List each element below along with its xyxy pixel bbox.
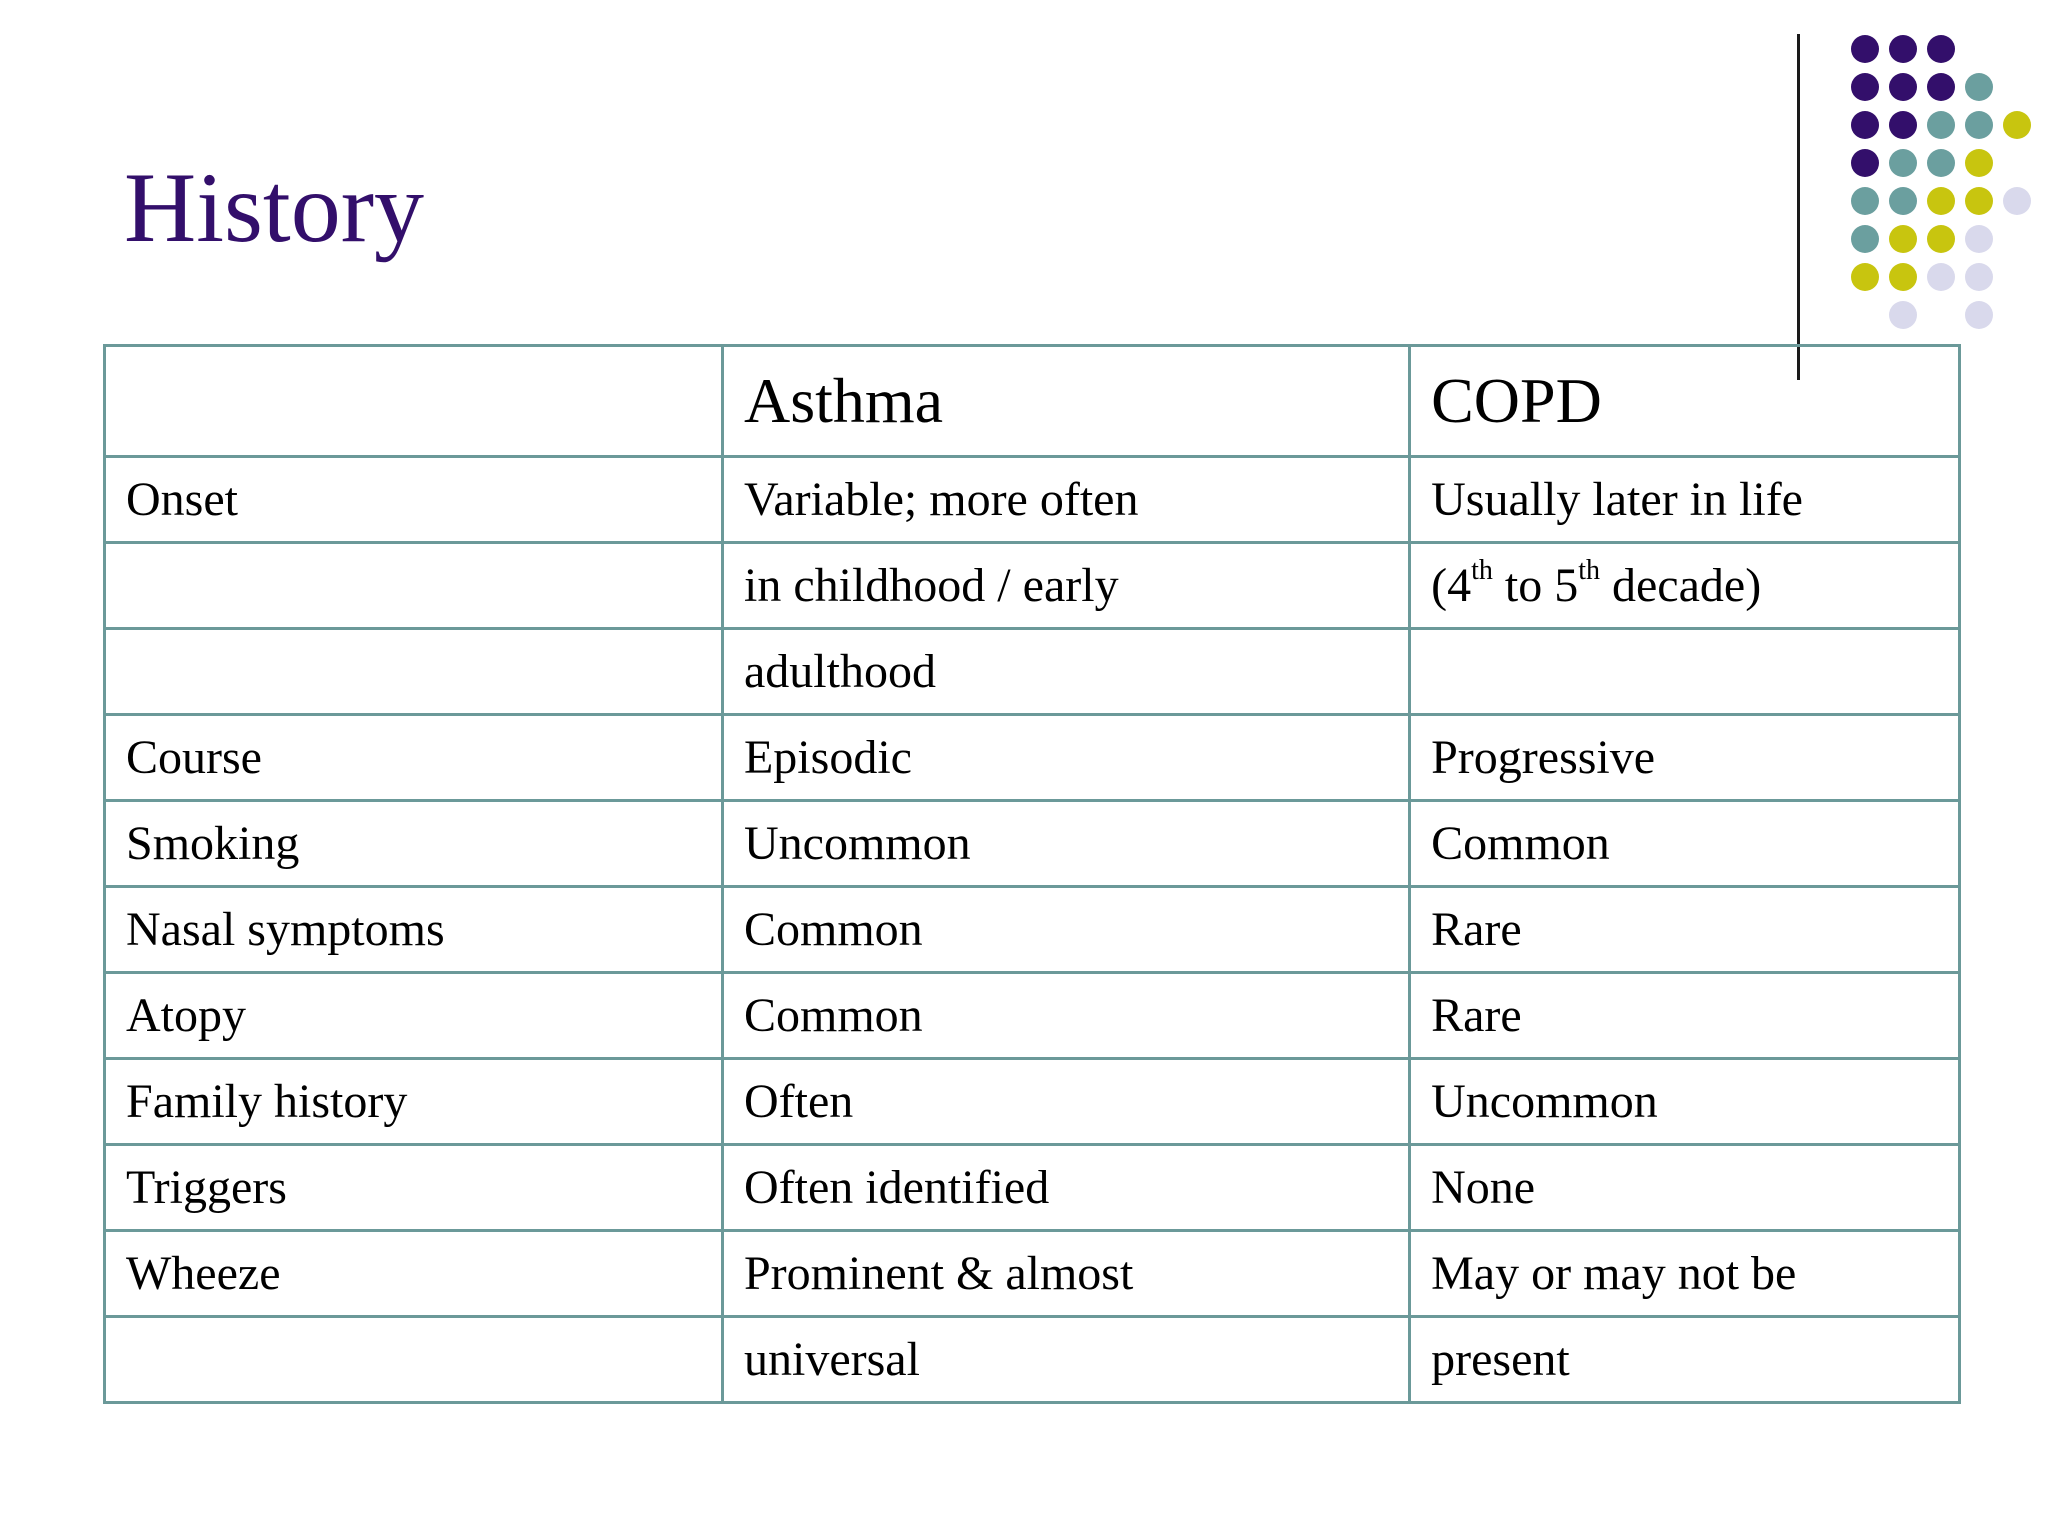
decorative-dot-yellow [2003, 111, 2031, 139]
asthma-cell: in childhood / early [722, 543, 1409, 629]
copd-cell: present [1410, 1317, 1960, 1403]
copd-cell: Uncommon [1410, 1059, 1960, 1145]
header-cell-asthma: Asthma [722, 346, 1409, 457]
asthma-cell: Often [722, 1059, 1409, 1145]
table-row-family-history [105, 1059, 1960, 1145]
decorative-dot-teal [1889, 149, 1917, 177]
decorative-dot-lavender [2003, 187, 2031, 215]
table-row-triggers [105, 1145, 1960, 1231]
decorative-dot-purple [1889, 111, 1917, 139]
decorative-dot-purple [1851, 35, 1879, 63]
decorative-dot-yellow [1965, 187, 1993, 215]
row-label: Family history [105, 1059, 723, 1145]
decorative-dot-lavender [1965, 263, 1993, 291]
copd-text-suffix: decade) [1599, 558, 1762, 612]
decorative-dot-teal [1927, 149, 1955, 177]
ordinal-suffix: th [1471, 554, 1493, 586]
copd-cell [1410, 543, 1960, 629]
table-row-wheeze-cont [105, 1317, 1960, 1403]
table-row-smoking [105, 801, 1960, 887]
table-row-course [105, 715, 1960, 801]
copd-cell: Rare [1410, 887, 1960, 973]
copd-cell: May or may not be [1410, 1231, 1960, 1317]
copd-text-middle: to 5 [1492, 558, 1579, 612]
decorative-dot-yellow [1889, 225, 1917, 253]
asthma-cell: Prominent & almost [722, 1231, 1409, 1317]
decorative-dot-teal [1927, 111, 1955, 139]
asthma-cell: Uncommon [722, 801, 1409, 887]
row-label: Onset [105, 457, 723, 543]
table-row-nasal-symptoms [105, 887, 1960, 973]
decorative-dot-lavender [1965, 301, 1993, 329]
row-label: Triggers [105, 1145, 723, 1231]
row-label [105, 629, 723, 715]
decorative-dot-lavender [1965, 225, 1993, 253]
asthma-cell: adulthood [722, 629, 1409, 715]
copd-cell: Rare [1410, 973, 1960, 1059]
asthma-cell: Variable; more often [722, 457, 1409, 543]
decorative-dot-purple [1889, 73, 1917, 101]
header-cell-copd: COPD [1410, 346, 1960, 457]
row-label: Nasal symptoms [105, 887, 723, 973]
decorative-dot-purple [1927, 73, 1955, 101]
history-comparison-table [103, 344, 1961, 1404]
decorative-dot-purple [1927, 35, 1955, 63]
decorative-dot-purple [1851, 111, 1879, 139]
copd-text-prefix: (4 [1431, 558, 1472, 612]
asthma-cell: Episodic [722, 715, 1409, 801]
decorative-dot-yellow [1851, 263, 1879, 291]
decorative-dot-purple [1851, 149, 1879, 177]
decorative-dot-purple [1851, 73, 1879, 101]
table-row-onset-cont-2 [105, 629, 1960, 715]
decorative-dot-purple [1889, 35, 1917, 63]
vertical-divider-line [1797, 34, 1800, 380]
copd-cell: Progressive [1410, 715, 1960, 801]
table-row-atopy [105, 973, 1960, 1059]
row-label: Smoking [105, 801, 723, 887]
decorative-dot-lavender [1889, 301, 1917, 329]
table-row-onset-cont-1 [105, 543, 1960, 629]
decorative-dot-teal [1965, 111, 1993, 139]
table-row-onset [105, 457, 1960, 543]
copd-cell: Common [1410, 801, 1960, 887]
decorative-dot-yellow [1927, 225, 1955, 253]
decorative-dot-teal [1965, 73, 1993, 101]
asthma-cell: universal [722, 1317, 1409, 1403]
row-label: Atopy [105, 973, 723, 1059]
asthma-cell: Common [722, 887, 1409, 973]
asthma-cell: Common [722, 973, 1409, 1059]
decorative-dot-yellow [1927, 187, 1955, 215]
table-row-wheeze [105, 1231, 1960, 1317]
table-header-row [105, 346, 1960, 457]
decorative-dot-yellow [1889, 263, 1917, 291]
row-label [105, 543, 723, 629]
copd-cell: None [1410, 1145, 1960, 1231]
decorative-dot-lavender [1927, 263, 1955, 291]
slide-title: History [124, 152, 424, 263]
ordinal-suffix: th [1578, 554, 1600, 586]
copd-cell: Usually later in life [1410, 457, 1960, 543]
decorative-dot-yellow [1965, 149, 1993, 177]
decorative-dot-teal [1851, 187, 1879, 215]
decorative-dot-teal [1851, 225, 1879, 253]
header-cell-empty [105, 346, 723, 457]
copd-cell [1410, 629, 1960, 715]
row-label [105, 1317, 723, 1403]
asthma-cell: Often identified [722, 1145, 1409, 1231]
row-label: Wheeze [105, 1231, 723, 1317]
row-label: Course [105, 715, 723, 801]
decorative-dot-teal [1889, 187, 1917, 215]
